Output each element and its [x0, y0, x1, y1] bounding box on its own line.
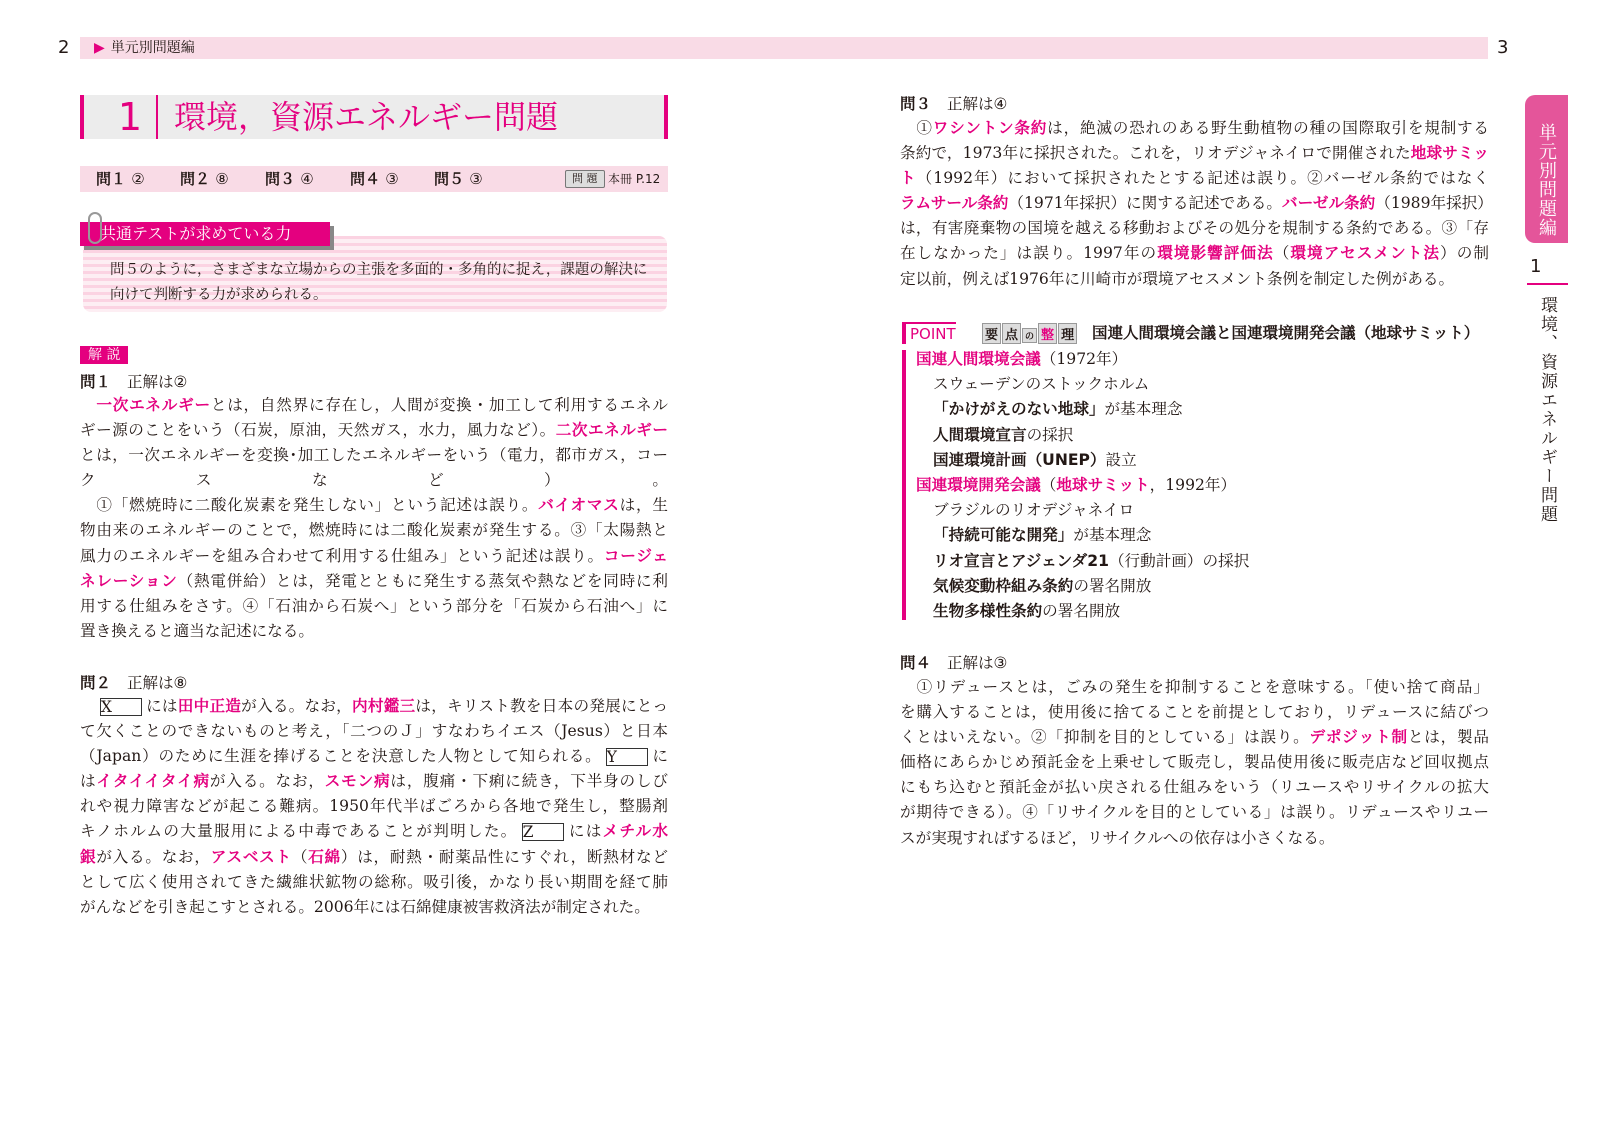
text-run: 定以前，例えば1976年に川崎市が環境アセスメント条例を制定した例がある。 — [900, 269, 1455, 288]
text-run: ①リデュースとは，ごみの発生を抑制することを意味する。「使い捨て商品」 — [900, 678, 1489, 696]
point-subitem — [916, 498, 1249, 523]
bold-term: リオ宣言とアジェンダ21 — [933, 551, 1109, 570]
key-term: 二次エネルギー — [555, 421, 668, 440]
text-line — [900, 216, 1489, 241]
text-run: （熱電併給）とは，発電とともに発生する蒸気や熱などを同時に利 — [177, 571, 668, 590]
text-run: は，キリスト教を日本の発展にとっ — [415, 697, 668, 715]
side-tab-title: 環境、資源エネルギー問題 — [1537, 296, 1557, 524]
text-run: ）の制 — [1440, 244, 1489, 263]
key-term: イタイイタイ病 — [96, 772, 210, 791]
text-line — [900, 191, 1493, 216]
key-term: バイオマス — [538, 496, 620, 515]
text-run: ブラジルのリオデジャネイロ — [933, 501, 1135, 520]
key-term: 銀 — [80, 847, 97, 866]
kyotsu-text — [110, 258, 647, 308]
text-run: がんなどを引き起こすとされる。2006年には石綿健康被害救済法が制定された。 — [80, 897, 650, 916]
side-tab-number: 1 — [1530, 256, 1542, 277]
text-run: が入る。なお， — [241, 697, 353, 715]
text-run: にもち込むと預託金が払い戻される仕組みをいう（リユースやリサイクルの拡大 — [900, 778, 1489, 797]
point-list — [916, 347, 1249, 624]
text-run: とは，一次エネルギーを変換･加工したエネルギーをいう（電力，都市ガス，コー — [80, 446, 668, 465]
text-line — [80, 493, 668, 518]
text-run: て欠くことのできないものと考え，「二つのＪ」すなわちイエス（Jesus）と日本 — [80, 722, 668, 741]
text-run: は，腹痛・下痢に続き，下半身のしび — [390, 772, 668, 791]
bold-term: 「持続可能な開発」 — [933, 526, 1074, 545]
text-line — [900, 675, 1489, 700]
text-run: の署名開放 — [1042, 601, 1121, 620]
key-term: メチル水 — [602, 822, 668, 841]
text-line: 向けて判断する力が求められる。 — [110, 287, 328, 303]
text-line — [900, 116, 1489, 141]
key-term: 地球サミッ — [1410, 144, 1489, 163]
yoten-seiri-tag: 要 点 の 整 理 — [982, 323, 1078, 344]
paperclip-icon — [88, 212, 102, 244]
point-subitem — [916, 549, 1249, 574]
key-term: スモン病 — [324, 772, 391, 791]
text-run: （1989年採択） — [1375, 194, 1493, 213]
answer-item: 問３ ④ — [265, 170, 314, 188]
key-term: 国連人間環境会議 — [916, 350, 1041, 368]
point-subitem — [916, 599, 1249, 624]
section-name: 単元別問題編 — [110, 40, 195, 56]
page-number-left: 2 — [58, 37, 70, 58]
kaisetsu-label: 解 説 — [80, 346, 128, 364]
key-term: バーゼル条約 — [1281, 194, 1376, 213]
text-line — [80, 895, 668, 920]
answer-item: 問５ ③ — [434, 170, 483, 188]
text-run: ）は，耐熱・耐薬品性にすぐれ，断熱材など — [340, 847, 668, 866]
text-run: 在しなかった」は誤り。1997年の — [900, 244, 1158, 263]
text-run: （1971年採択）に関する記述である。 — [1008, 194, 1282, 213]
text-run: ギー源のことをいう（石炭，原油，天然ガス，水力，風力など）。 — [80, 421, 556, 440]
text-line — [80, 694, 668, 719]
text-run: （1992年）において採択されたとする記述は誤り。②バーゼル条約ではなく — [916, 169, 1489, 188]
text-run: とは，自然界に存在し，人間が変換・加工して利用するエネル — [210, 396, 668, 414]
key-term: ラムサール条約 — [900, 194, 1009, 213]
text-line — [900, 826, 1489, 851]
key-term: 環境アセスメント法 — [1290, 244, 1441, 263]
text-run: として広く使用されてきた繊維状鉱物の総称。吸引後，かなり長い期間を経て肺 — [80, 872, 668, 891]
text-run: は，絶滅の恐れのある野生動植物の種の国際取引を規制する — [1047, 119, 1489, 137]
text-line — [900, 267, 1489, 292]
point-rule — [902, 350, 906, 620]
key-term: 田中正造 — [177, 697, 242, 715]
text-run: クスなど）。 — [80, 471, 668, 490]
text-line — [80, 569, 668, 594]
text-run: が期待できる）。④「リサイクルを目的としている」は誤り。リデュースやリユー — [900, 803, 1489, 822]
text-run: 用する仕組みをさす。④「石油から石炭へ」という部分を「石炭から石油へ」に — [80, 596, 668, 615]
point-subitem — [916, 523, 1249, 548]
key-term: ト — [900, 169, 917, 188]
point-item — [916, 347, 1249, 372]
text-line — [80, 418, 668, 443]
bold-term: 気候変動枠組み条約 — [933, 576, 1074, 595]
text-run: を購入することは，使用後に捨てることを前提としており，リデュースに結びつ — [900, 703, 1489, 722]
chapter-number: 1 — [104, 95, 158, 139]
answer-bar — [80, 166, 668, 192]
side-tab-divider — [1527, 283, 1568, 285]
text-run: 設立 — [1105, 450, 1137, 469]
text-line — [900, 166, 1489, 191]
text-line — [80, 845, 668, 870]
text-line — [80, 744, 668, 769]
text-run: 価格にあらかじめ預託金を上乗せして販売し，製品使用後に販売店など回収拠点 — [900, 753, 1489, 772]
answer-item: 問１ ② — [96, 170, 145, 188]
text-run: の採択 — [1026, 425, 1074, 444]
page-reference: 本冊 P.12 — [608, 172, 661, 186]
q3-heading: 問３ 正解は④ — [900, 95, 1008, 113]
text-run: には — [567, 822, 603, 841]
text-run: が入る。なお， — [96, 847, 211, 866]
blank-box: Y — [606, 748, 648, 766]
text-line — [80, 819, 668, 844]
page-number-right: 3 — [1497, 37, 1509, 58]
text-run: （Japan）のために生涯を捧げることを決意した人物として知られる。 — [80, 747, 602, 766]
point-subitem — [916, 448, 1249, 473]
text-run: （ — [1273, 244, 1291, 263]
text-run: 風力のエネルギーを組み合わせて利用する仕組み」という記述は誤り。 — [80, 546, 604, 565]
key-term: コージェ — [603, 546, 668, 565]
text-line — [80, 594, 668, 619]
problem-badge: 問 題 — [565, 170, 605, 188]
text-line — [80, 393, 668, 418]
key-term: 環境影響評価法 — [1157, 244, 1274, 263]
key-term: ワシントン条約 — [932, 119, 1048, 137]
text-run: くとはいえない。②「抑制を目的としている」は誤り。 — [900, 728, 1310, 747]
bold-term: 生物多様性条約 — [933, 601, 1043, 620]
key-term: 地球サミット — [1056, 475, 1150, 494]
q2-body — [80, 694, 668, 920]
point-label: POINT — [902, 322, 956, 344]
text-run: （ — [291, 847, 309, 866]
text-line — [80, 619, 668, 644]
key-term: デポジット制 — [1309, 728, 1408, 747]
text-run: 物由来のエネルギーのことで，燃焼時には二酸化炭素が発生する。③「太陽熱と — [80, 521, 668, 540]
point-subitem — [916, 372, 1249, 397]
text-run: （行動計画）の採択 — [1108, 551, 1250, 570]
text-run: が基本理念 — [1073, 526, 1152, 545]
key-term: 国連環境開発会議 — [916, 475, 1041, 494]
text-run: スが実現すればするほど，リサイクルへの依存は小さくなる。 — [900, 828, 1335, 847]
text-run: （1972年） — [1040, 350, 1128, 368]
key-term: 一次エネルギー — [96, 396, 211, 414]
q4-heading: 問４ 正解は③ — [900, 654, 1008, 672]
kyotsu-label: 共通テストが求めている力 — [80, 222, 330, 246]
side-tab-section[interactable]: 単元別問題編 — [1525, 95, 1568, 243]
q4-body — [900, 675, 1489, 851]
blank-box: Z — [522, 823, 564, 841]
bold-term: 「かけがえのない地球」 — [933, 400, 1105, 419]
bold-term: 国連環境計画（UNEP） — [933, 450, 1106, 469]
chapter-title — [80, 95, 668, 139]
key-term: ネレーション — [80, 571, 178, 590]
answer-item: 問４ ③ — [350, 170, 399, 188]
text-run: （ — [1040, 475, 1057, 494]
key-term: アスベスト — [210, 847, 292, 866]
text-line — [900, 700, 1489, 725]
text-line — [900, 725, 1489, 750]
q1-body — [80, 393, 668, 644]
point-header — [902, 322, 1492, 344]
text-line — [900, 141, 1489, 166]
text-run: とは，製品 — [1407, 728, 1489, 747]
text-line — [80, 468, 668, 493]
text-run: ，1992年） — [1149, 475, 1237, 494]
text-line — [80, 544, 668, 569]
text-run: が入る。なお， — [209, 772, 325, 791]
bold-term: 人間環境宣言 — [933, 425, 1027, 444]
text-line — [80, 443, 668, 468]
triangle-icon: ▶ — [94, 40, 105, 56]
point-title: 国連人間環境会議と国連環境開発会議（地球サミット） — [1092, 324, 1480, 342]
text-line: 問５のように，さまざまな立場からの主張を多面的・多角的に捉え，課題の解決に — [110, 262, 648, 278]
blank-box: X — [100, 698, 142, 716]
text-line — [80, 719, 668, 744]
chapter-title-text: 環境，資源エネルギー問題 — [174, 98, 559, 136]
text-run: 置き換えると適当な記述になる。 — [80, 621, 314, 640]
text-run — [80, 697, 96, 715]
text-run: は — [80, 772, 97, 791]
point-subitem — [916, 423, 1249, 448]
text-line — [900, 241, 1489, 266]
text-run — [80, 396, 96, 414]
point-item — [916, 473, 1249, 498]
point-subitem — [916, 574, 1249, 599]
text-run: には — [145, 697, 178, 715]
text-run: は，生 — [619, 496, 668, 515]
q2-heading: 問２ 正解は⑧ — [80, 674, 188, 692]
text-run: に — [651, 747, 668, 766]
text-line — [80, 870, 668, 895]
point-subitem — [916, 397, 1249, 422]
text-run: が基本理念 — [1104, 400, 1183, 419]
text-line — [80, 518, 668, 543]
answer-item: 問２ ⑧ — [180, 170, 229, 188]
text-run: ① — [900, 119, 933, 137]
text-run: は，有害廃棄物の国境を越える移動およびその処分を規制する条約である。③「存 — [900, 219, 1489, 238]
text-run: れや視力障害などが起こる難病。1950年代半ばごろから各地で発生し，整腸剤 — [80, 797, 668, 816]
key-term: 内村鑑三 — [352, 697, 416, 715]
text-line — [80, 769, 668, 794]
q3-body — [900, 116, 1493, 292]
text-run: 条約で，1973年に採択された。これを，リオデジャネイロで開催された — [900, 144, 1411, 163]
text-run: スウェーデンのストックホルム — [933, 375, 1150, 394]
q1-heading: 問１ 正解は② — [80, 373, 188, 391]
text-run: の署名開放 — [1073, 576, 1152, 595]
running-header — [80, 37, 1488, 59]
key-term: 石綿 — [308, 847, 341, 866]
text-line — [900, 750, 1489, 775]
text-run: ①「燃焼時に二酸化炭素を発生しない」という記述は誤り。 — [80, 496, 539, 515]
text-line — [900, 800, 1489, 825]
text-run: キノホルムの大量服用による中毒であることが判明した。 — [80, 822, 518, 841]
text-line — [900, 775, 1489, 800]
text-line — [80, 794, 668, 819]
